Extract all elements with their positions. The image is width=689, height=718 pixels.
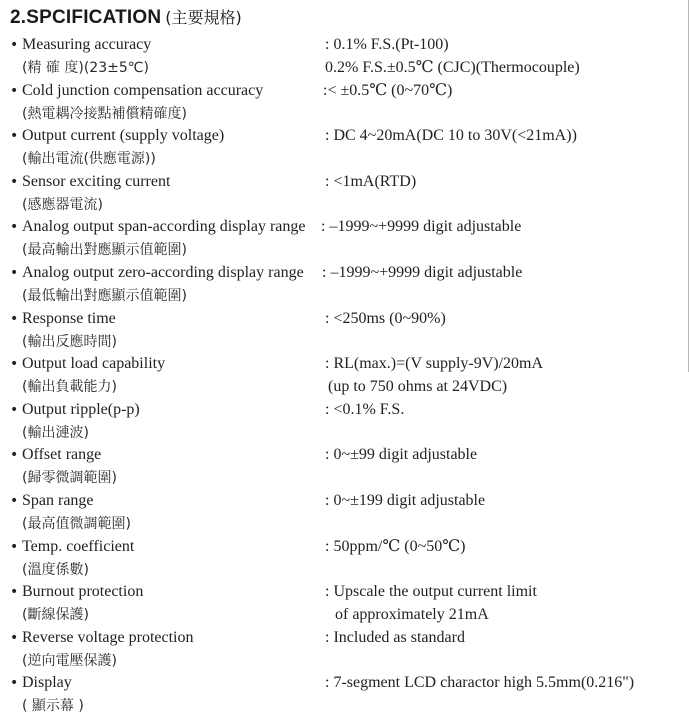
bullet-icon: • xyxy=(10,310,19,327)
spec-value-continued: (up to 750 ohms at 24VDC) xyxy=(328,378,508,396)
spec-item xyxy=(10,125,685,171)
spec-label-zh: ( 顯示幕 ) xyxy=(22,698,84,715)
spec-value: :< ±0.5℃ (0~70℃) xyxy=(323,81,453,99)
spec-label-text: Display xyxy=(22,674,72,692)
spec-item xyxy=(10,262,685,308)
bullet-icon: • xyxy=(10,447,19,464)
bullet-icon: • xyxy=(10,492,19,509)
spec-value: : 7-segment LCD charactor high 5.5mm(0.216") xyxy=(325,674,635,692)
spec-label-zh: (輸出負載能力) xyxy=(22,379,117,396)
spec-label-text: Response time xyxy=(22,309,116,327)
bullet-icon: • xyxy=(10,264,19,281)
spec-label-zh: (輸出電流(供應電源)) xyxy=(22,151,156,168)
spec-label-text: Reverse voltage protection xyxy=(22,628,194,646)
spec-label xyxy=(10,444,101,466)
spec-label xyxy=(10,627,194,649)
spec-value: : Included as standard xyxy=(325,628,465,646)
spec-value: : DC 4~20mA(DC 10 to 30V(<21mA)) xyxy=(325,127,577,145)
bullet-icon: • xyxy=(10,675,19,692)
spec-label-zh: (精 確 度)(23±5℃) xyxy=(22,60,149,76)
spec-value: : –1999~+9999 digit adjustable xyxy=(321,218,522,236)
spec-label-zh: (最高值微調範圍) xyxy=(22,515,131,532)
spec-label xyxy=(10,80,263,102)
spec-label-zh: (熱電耦冷接點補償精確度) xyxy=(22,105,187,122)
spec-item xyxy=(10,536,685,582)
spec-label xyxy=(10,125,224,147)
spec-value: : RL(max.)=(V supply-9V)/20mA xyxy=(325,355,544,373)
spec-label-text: Output current (supply voltage) xyxy=(22,127,225,145)
bullet-icon: • xyxy=(10,584,19,601)
spec-list xyxy=(10,34,685,718)
spec-label-zh: (輸出反應時間) xyxy=(22,333,117,350)
spec-item xyxy=(10,353,685,399)
spec-label-text: Output ripple(p-p) xyxy=(22,400,140,418)
spec-item xyxy=(10,627,685,673)
spec-value-continued: 0.2% F.S.±0.5℃ (CJC)(Thermocouple) xyxy=(325,59,580,76)
spec-label-text: Burnout protection xyxy=(22,583,144,601)
section-title: 2.SPCIFICATION xyxy=(10,7,162,28)
spec-label-text: Sensor exciting current xyxy=(22,172,171,190)
spec-value: : Upscale the output current limit xyxy=(325,583,537,601)
spec-item xyxy=(10,80,685,126)
spec-item xyxy=(10,308,685,354)
spec-value: : 50ppm/℃ (0~50℃) xyxy=(325,537,466,555)
spec-item xyxy=(10,490,685,536)
spec-value: : 0.1% F.S.(Pt-100) xyxy=(325,36,449,53)
bullet-icon: • xyxy=(10,173,19,190)
spec-value-continued: of approximately 21mA xyxy=(335,606,489,624)
spec-label-zh: (逆向電壓保護) xyxy=(22,652,117,669)
spec-label-text: Offset range xyxy=(22,446,102,464)
bullet-icon: • xyxy=(10,37,19,53)
bullet-icon: • xyxy=(10,219,19,236)
spec-item xyxy=(10,34,685,80)
bullet-icon: • xyxy=(10,356,19,373)
spec-label-text: Span range xyxy=(22,491,94,509)
spec-item xyxy=(10,171,685,217)
spec-label-text: Temp. coefficient xyxy=(22,537,135,555)
bullet-icon: • xyxy=(10,538,19,555)
section-subtitle: (主要規格) xyxy=(165,8,242,27)
spec-label-zh: (溫度係數) xyxy=(22,561,89,578)
spec-label-zh: (歸零微調範圍) xyxy=(22,470,117,487)
spec-label-zh: (輸出漣波) xyxy=(22,424,89,441)
spec-label-text: Analog output zero-according display range xyxy=(22,263,304,281)
spec-label xyxy=(10,536,134,558)
bullet-icon: • xyxy=(10,82,19,99)
spec-label-zh: (斷線保護) xyxy=(22,607,89,624)
spec-value: : 0~±199 digit adjustable xyxy=(325,491,486,509)
spec-label xyxy=(10,216,305,238)
spec-label xyxy=(10,399,140,421)
spec-label-text: Output load capability xyxy=(22,355,166,373)
section-heading xyxy=(10,5,242,29)
spec-item xyxy=(10,399,685,445)
spec-label-zh: (感應器電流) xyxy=(22,196,103,213)
spec-item xyxy=(10,216,685,262)
spec-label-text: Cold junction compensation accuracy xyxy=(22,81,264,99)
spec-label xyxy=(10,262,304,284)
spec-value: : –1999~+9999 digit adjustable xyxy=(322,263,523,281)
bullet-icon: • xyxy=(10,629,19,646)
spec-item xyxy=(10,581,685,627)
spec-value: : <1mA(RTD) xyxy=(325,172,417,190)
spec-value: : <0.1% F.S. xyxy=(325,400,405,418)
spec-label xyxy=(10,490,94,512)
spec-label xyxy=(10,672,72,694)
spec-label xyxy=(10,581,143,603)
spec-label xyxy=(10,34,151,56)
spec-label-zh: (最高輸出對應顯示值範圍) xyxy=(22,242,187,259)
spec-label-zh: (最低輸出對應顯示值範圍) xyxy=(22,287,187,304)
spec-item xyxy=(10,672,685,718)
spec-label xyxy=(10,353,165,375)
spec-label xyxy=(10,308,116,330)
spec-label-text: Measuring accuracy xyxy=(22,36,152,53)
bullet-icon: • xyxy=(10,401,19,418)
spec-item xyxy=(10,444,685,490)
spec-label-text: Analog output span-according display range xyxy=(22,218,306,236)
spec-value: : <250ms (0~90%) xyxy=(325,309,446,327)
spec-value: : 0~±99 digit adjustable xyxy=(325,446,478,464)
spec-label xyxy=(10,171,170,193)
bullet-icon: • xyxy=(10,128,19,145)
